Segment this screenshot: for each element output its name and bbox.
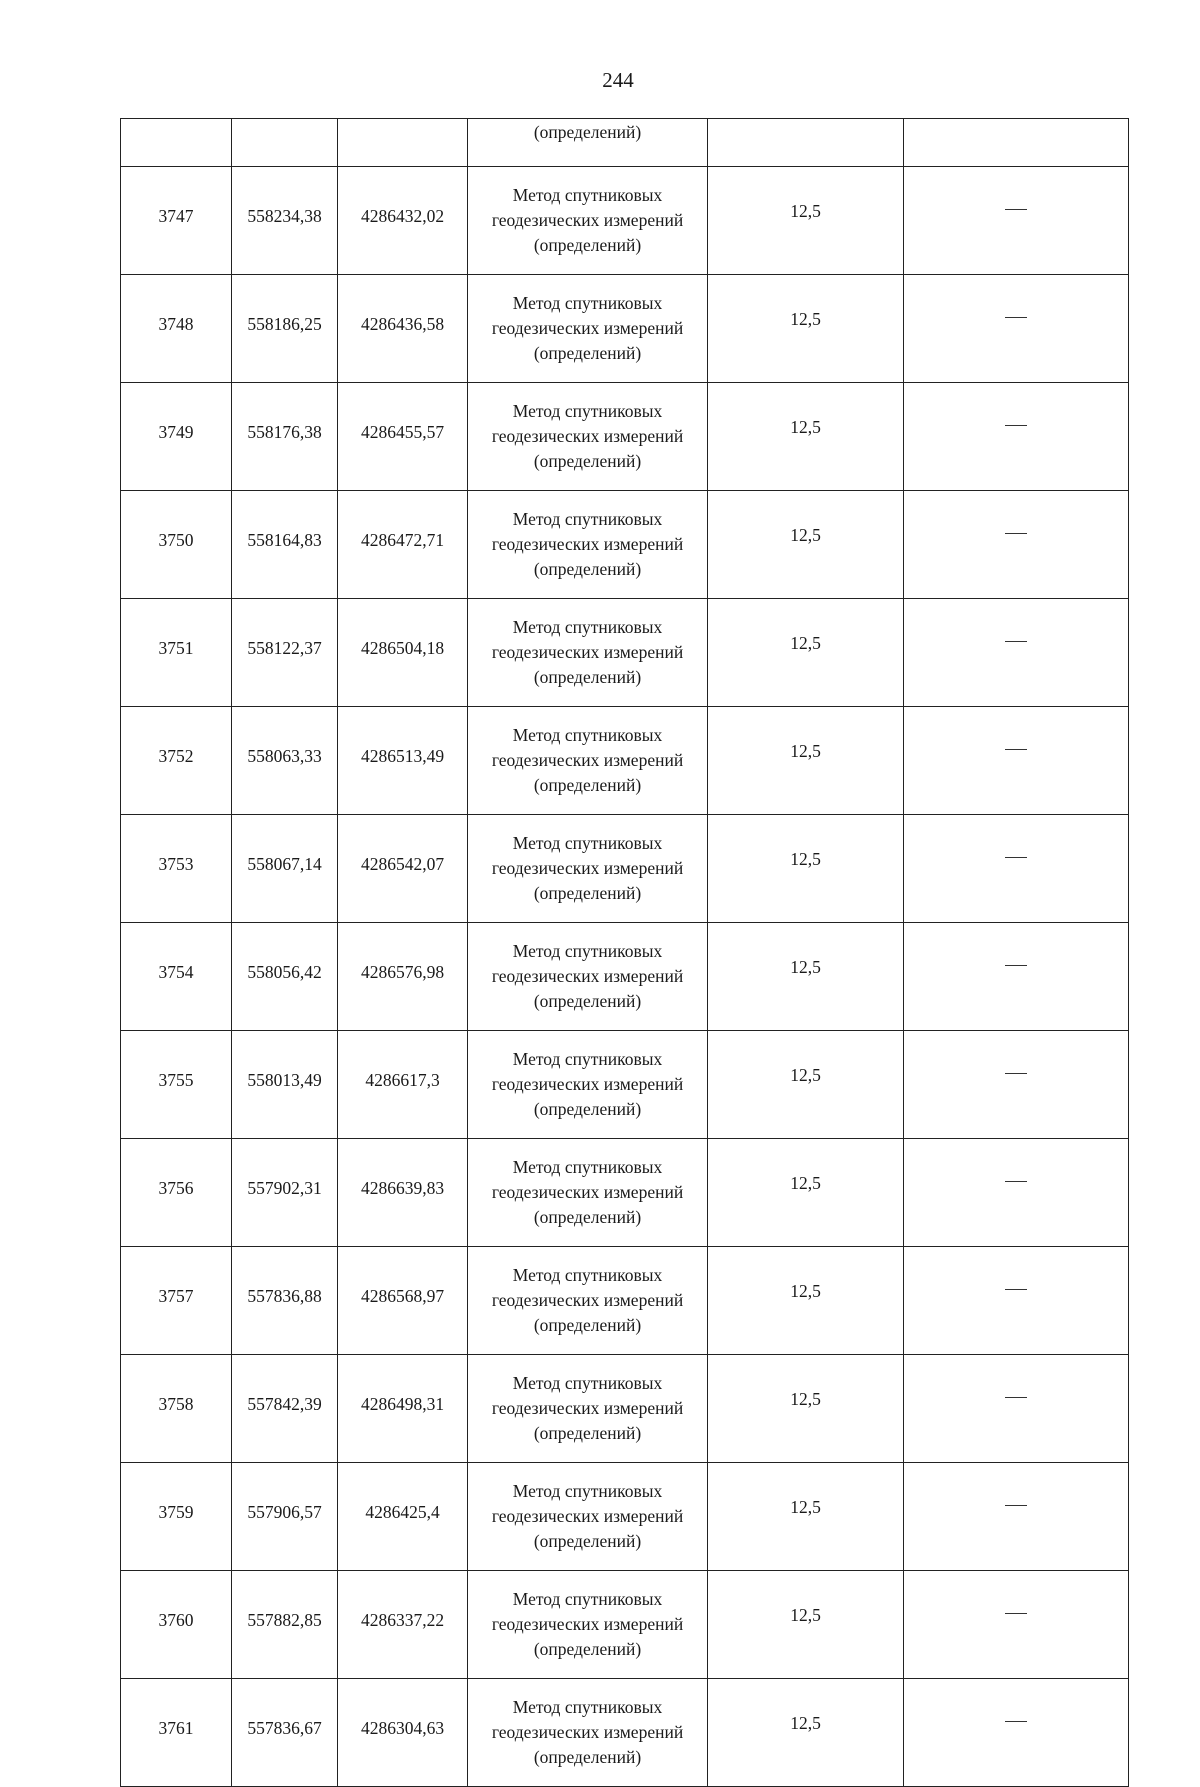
- point-number-cell: 3756: [121, 1139, 232, 1247]
- x-coordinate-cell: 558186,25: [232, 275, 338, 383]
- description-cell: [904, 599, 1129, 707]
- empty-cell: [338, 119, 468, 167]
- y-coordinate-cell: 4286425,4: [338, 1463, 468, 1571]
- method-line: (определений): [533, 1747, 642, 1767]
- table-row: [121, 1247, 1129, 1355]
- table-row: [121, 383, 1129, 491]
- dash-mark: [1005, 1181, 1027, 1182]
- y-coordinate-cell: 4286436,58: [338, 275, 468, 383]
- y-coordinate-cell: 4286576,98: [338, 923, 468, 1031]
- description-cell: [904, 1031, 1129, 1139]
- method-line: геодезических измерений: [491, 1722, 684, 1742]
- method-cell: [468, 275, 708, 383]
- method-line: Метод спутниковых: [512, 617, 663, 637]
- method-line: геодезических измерений: [491, 750, 684, 770]
- method-cell: [468, 1463, 708, 1571]
- table-row: [121, 1679, 1129, 1787]
- x-coordinate-cell: 558063,33: [232, 707, 338, 815]
- method-line: (определений): [533, 1531, 642, 1551]
- y-coordinate-cell: 4286472,71: [338, 491, 468, 599]
- empty-cell: [232, 119, 338, 167]
- dash-mark: [1005, 209, 1027, 210]
- method-line: (определений): [533, 1207, 642, 1227]
- description-cell: [904, 1247, 1129, 1355]
- table-row: [121, 1139, 1129, 1247]
- table-row: [121, 599, 1129, 707]
- method-cell: [468, 167, 708, 275]
- y-coordinate-cell: 4286568,97: [338, 1247, 468, 1355]
- method-line: (определений): [533, 667, 642, 687]
- method-cell: [468, 1571, 708, 1679]
- table-row: [121, 815, 1129, 923]
- method-line: (определений): [533, 1423, 642, 1443]
- accuracy-cell: 12,5: [708, 707, 904, 815]
- method-line: геодезических измерений: [491, 642, 684, 662]
- dash-mark: [1005, 641, 1027, 642]
- description-cell: [904, 815, 1129, 923]
- dash-mark: [1005, 425, 1027, 426]
- method-line: Метод спутниковых: [512, 1157, 663, 1177]
- table-row: [121, 275, 1129, 383]
- accuracy-cell: 12,5: [708, 383, 904, 491]
- method-line: Метод спутниковых: [512, 293, 663, 313]
- description-cell: [904, 1571, 1129, 1679]
- table-row: [121, 167, 1129, 275]
- method-line: (определений): [533, 451, 642, 471]
- point-number-cell: 3749: [121, 383, 232, 491]
- x-coordinate-cell: 558056,42: [232, 923, 338, 1031]
- y-coordinate-cell: 4286432,02: [338, 167, 468, 275]
- x-coordinate-cell: 558013,49: [232, 1031, 338, 1139]
- dash-mark: [1005, 533, 1027, 534]
- method-line: геодезических измерений: [491, 1290, 684, 1310]
- x-coordinate-cell: 557842,39: [232, 1355, 338, 1463]
- description-cell: [904, 1463, 1129, 1571]
- method-cell: [468, 1031, 708, 1139]
- dash-mark: [1005, 1397, 1027, 1398]
- accuracy-cell: 12,5: [708, 1031, 904, 1139]
- description-cell: [904, 491, 1129, 599]
- method-cell: [468, 1247, 708, 1355]
- point-number-cell: 3747: [121, 167, 232, 275]
- method-cell: [468, 1139, 708, 1247]
- method-line: (определений): [533, 343, 642, 363]
- method-line: (определений): [533, 235, 642, 255]
- method-line: Метод спутниковых: [512, 833, 663, 853]
- method-cell: [468, 707, 708, 815]
- x-coordinate-cell: 558122,37: [232, 599, 338, 707]
- method-cell: [468, 923, 708, 1031]
- method-cell: [468, 1679, 708, 1787]
- method-line: (определений): [533, 1639, 642, 1659]
- x-coordinate-cell: 557902,31: [232, 1139, 338, 1247]
- method-line: геодезических измерений: [491, 858, 684, 878]
- method-line: геодезических измерений: [491, 1074, 684, 1094]
- y-coordinate-cell: 4286455,57: [338, 383, 468, 491]
- method-line: (определений): [533, 1315, 642, 1335]
- method-line: геодезических измерений: [491, 1182, 684, 1202]
- x-coordinate-cell: 558234,38: [232, 167, 338, 275]
- accuracy-cell: 12,5: [708, 275, 904, 383]
- method-cell: [468, 599, 708, 707]
- coordinates-table: [120, 118, 1129, 1787]
- dash-mark: [1005, 317, 1027, 318]
- method-line: Метод спутниковых: [512, 1697, 663, 1717]
- method-line: Метод спутниковых: [512, 1373, 663, 1393]
- dash-mark: [1005, 1289, 1027, 1290]
- point-number-cell: 3750: [121, 491, 232, 599]
- method-line: геодезических измерений: [491, 1614, 684, 1634]
- point-number-cell: 3753: [121, 815, 232, 923]
- method-line: Метод спутниковых: [512, 509, 663, 529]
- continuation-row: [121, 119, 1129, 167]
- accuracy-cell: 12,5: [708, 167, 904, 275]
- table-row: [121, 491, 1129, 599]
- table-row: [121, 1463, 1129, 1571]
- page-number: 244: [602, 68, 634, 92]
- accuracy-cell: 12,5: [708, 599, 904, 707]
- dash-mark: [1005, 1505, 1027, 1506]
- accuracy-cell: 12,5: [708, 491, 904, 599]
- y-coordinate-cell: 4286542,07: [338, 815, 468, 923]
- point-number-cell: 3761: [121, 1679, 232, 1787]
- method-line: геодезических измерений: [491, 318, 684, 338]
- accuracy-cell: 12,5: [708, 1679, 904, 1787]
- method-tail-cell: (определений): [468, 119, 708, 167]
- method-cell: [468, 383, 708, 491]
- dash-mark: [1005, 1073, 1027, 1074]
- method-line: (определений): [533, 991, 642, 1011]
- accuracy-cell: 12,5: [708, 1355, 904, 1463]
- description-cell: [904, 1355, 1129, 1463]
- y-coordinate-cell: 4286304,63: [338, 1679, 468, 1787]
- description-cell: [904, 383, 1129, 491]
- method-line: геодезических измерений: [491, 1506, 684, 1526]
- description-cell: [904, 923, 1129, 1031]
- dash-mark: [1005, 965, 1027, 966]
- y-coordinate-cell: 4286513,49: [338, 707, 468, 815]
- table-row: [121, 1031, 1129, 1139]
- point-number-cell: 3748: [121, 275, 232, 383]
- method-line: геодезических измерений: [491, 534, 684, 554]
- x-coordinate-cell: 557836,67: [232, 1679, 338, 1787]
- accuracy-cell: 12,5: [708, 1247, 904, 1355]
- method-line: (определений): [533, 883, 642, 903]
- accuracy-cell: 12,5: [708, 1139, 904, 1247]
- description-cell: [904, 1139, 1129, 1247]
- method-line: (определений): [533, 559, 642, 579]
- empty-cell: [121, 119, 232, 167]
- dash-mark: [1005, 1613, 1027, 1614]
- point-number-cell: 3760: [121, 1571, 232, 1679]
- table-row: [121, 923, 1129, 1031]
- y-coordinate-cell: 4286504,18: [338, 599, 468, 707]
- x-coordinate-cell: 558067,14: [232, 815, 338, 923]
- method-line: геодезических измерений: [491, 966, 684, 986]
- method-line: Метод спутниковых: [512, 1481, 663, 1501]
- method-line: Метод спутниковых: [512, 401, 663, 421]
- method-line: геодезических измерений: [491, 1398, 684, 1418]
- y-coordinate-cell: 4286639,83: [338, 1139, 468, 1247]
- y-coordinate-cell: 4286498,31: [338, 1355, 468, 1463]
- method-line: Метод спутниковых: [512, 1049, 663, 1069]
- y-coordinate-cell: 4286337,22: [338, 1571, 468, 1679]
- table-row: [121, 1571, 1129, 1679]
- method-line: геодезических измерений: [491, 210, 684, 230]
- description-cell: [904, 707, 1129, 815]
- accuracy-cell: 12,5: [708, 1463, 904, 1571]
- point-number-cell: 3754: [121, 923, 232, 1031]
- description-cell: [904, 167, 1129, 275]
- accuracy-cell: 12,5: [708, 815, 904, 923]
- method-line: Метод спутниковых: [512, 725, 663, 745]
- x-coordinate-cell: 557836,88: [232, 1247, 338, 1355]
- point-number-cell: 3755: [121, 1031, 232, 1139]
- point-number-cell: 3757: [121, 1247, 232, 1355]
- table-body: [121, 119, 1129, 1787]
- method-cell: [468, 815, 708, 923]
- accuracy-cell: 12,5: [708, 1571, 904, 1679]
- table-row: [121, 1355, 1129, 1463]
- empty-cell: [708, 119, 904, 167]
- table-row: [121, 707, 1129, 815]
- description-cell: [904, 275, 1129, 383]
- description-cell: [904, 1679, 1129, 1787]
- y-coordinate-cell: 4286617,3: [338, 1031, 468, 1139]
- empty-cell: [904, 119, 1129, 167]
- method-line: Метод спутниковых: [512, 1589, 663, 1609]
- point-number-cell: 3758: [121, 1355, 232, 1463]
- dash-mark: [1005, 857, 1027, 858]
- x-coordinate-cell: 557906,57: [232, 1463, 338, 1571]
- accuracy-cell: 12,5: [708, 923, 904, 1031]
- dash-mark: [1005, 1721, 1027, 1722]
- x-coordinate-cell: 557882,85: [232, 1571, 338, 1679]
- method-line: Метод спутниковых: [512, 941, 663, 961]
- method-line: (определений): [533, 1099, 642, 1119]
- method-line: Метод спутниковых: [512, 1265, 663, 1285]
- method-cell: [468, 491, 708, 599]
- point-number-cell: 3759: [121, 1463, 232, 1571]
- x-coordinate-cell: 558176,38: [232, 383, 338, 491]
- method-cell: [468, 1355, 708, 1463]
- method-line: геодезических измерений: [491, 426, 684, 446]
- dash-mark: [1005, 749, 1027, 750]
- method-line: Метод спутниковых: [512, 185, 663, 205]
- x-coordinate-cell: 558164,83: [232, 491, 338, 599]
- point-number-cell: 3751: [121, 599, 232, 707]
- point-number-cell: 3752: [121, 707, 232, 815]
- method-line: (определений): [533, 775, 642, 795]
